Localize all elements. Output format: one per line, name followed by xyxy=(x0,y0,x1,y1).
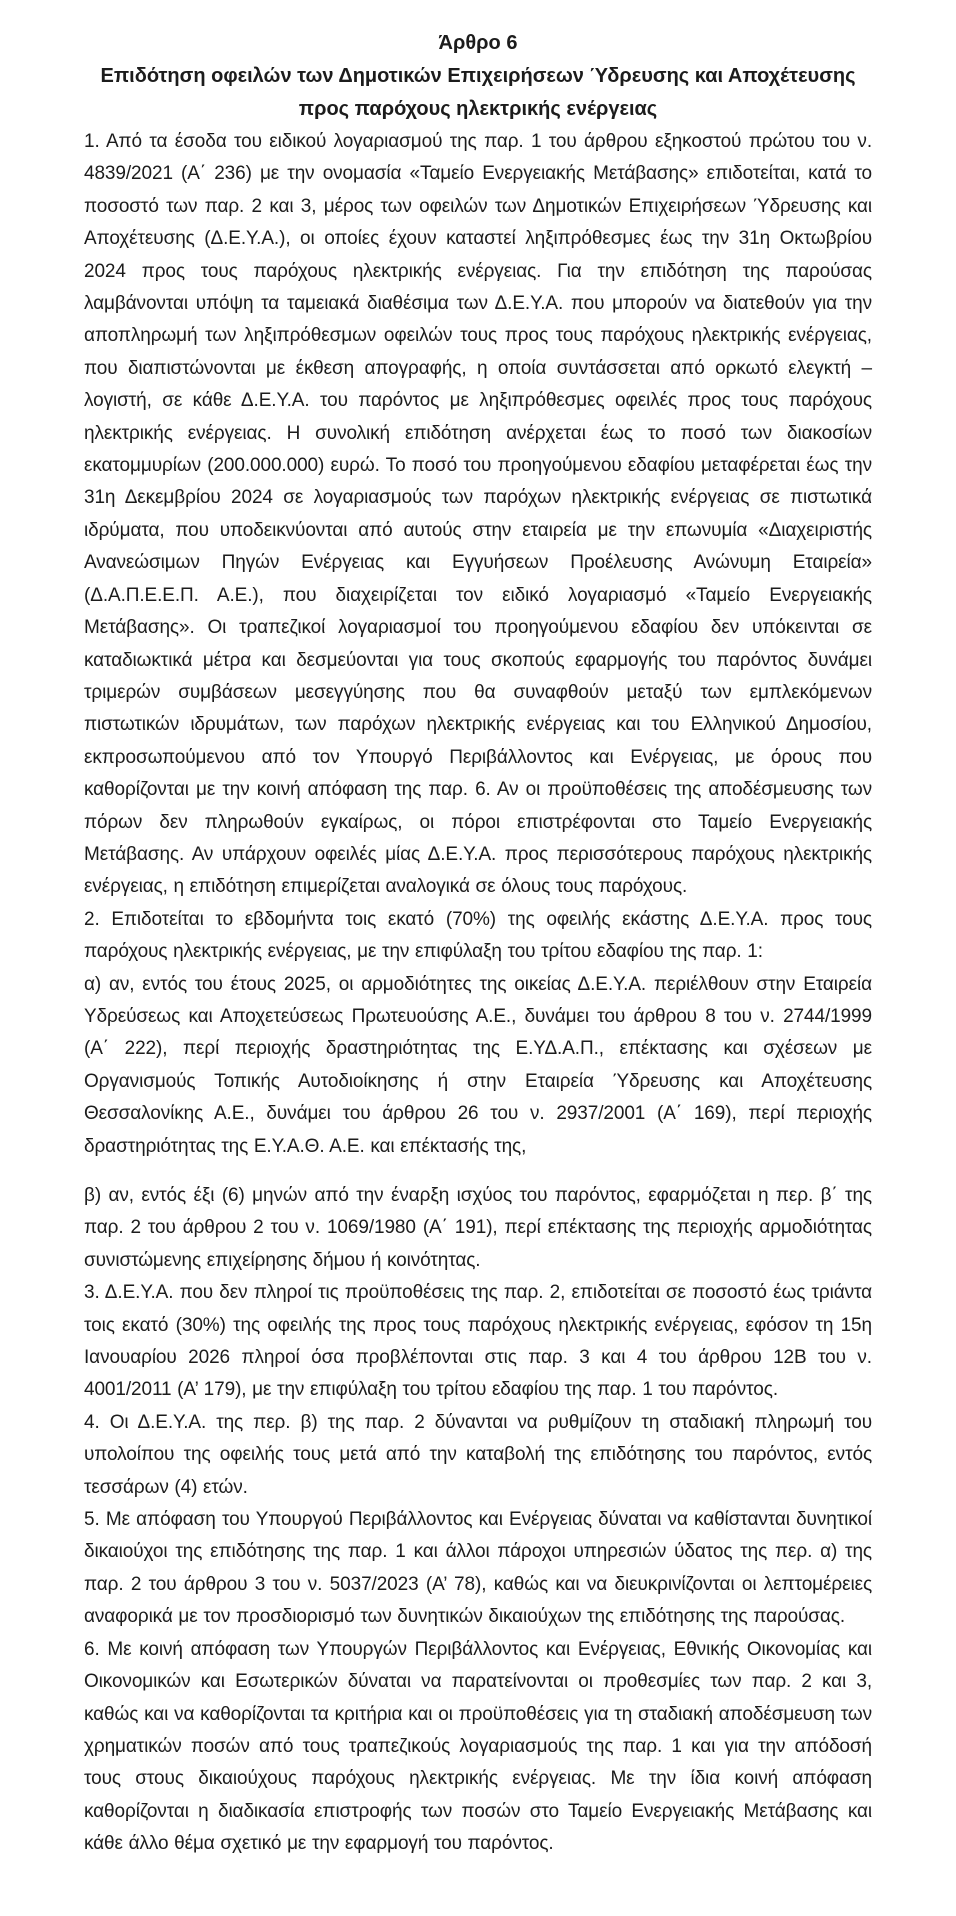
article-number-heading: Άρθρο 6 xyxy=(438,32,518,54)
paragraph-2-case-b: β) αν, εντός έξι (6) μηνών από την έναρξη ισχύος του παρόντος, εφαρμόζεται η περ. β΄ της παρ. 2 του άρθρου 2 του ν. 1069/1980 (Α΄ 191), περί επέκτασης της περιοχής αρμοδιότητας συνιστώμενης επιχείρησης δήμου ή κοινότητας. xyxy=(84,1185,872,1271)
paragraph-2: 2. Επιδοτείται το εβδομήντα τοις εκατό (70%) της οφειλής εκάστης Δ.Ε.Υ.Α. προς τους παρόχους ηλεκτρικής ενέργειας, με την επιφύλαξη του τρίτου εδαφίου της παρ. 1: xyxy=(84,908,872,963)
paragraph-1: 1. Από τα έσοδα του ειδικού λογαριασμού της παρ. 1 του άρθρου εξηκοστού πρώτου του ν. 4839/2021 (Α΄ 236) με την ονομασία «Ταμείο Ενεργειακής Μετάβασης» επιδοτείται, κατά το ποσοστό των παρ. 2 και 3, μέρος των οφειλών των Δημοτικών Επιχειρήσεων Ύδρευσης και Αποχέτευσης (Δ.Ε.Υ.Α.), οι οποίες έχουν καταστεί ληξιπρόθεσμες έως την 31η Οκτωβρίου 2024 προς τους παρόχους ηλεκτρικής ενέργειας. Για την επιδότηση της παρούσας λαμβάνονται υπόψη τα ταμειακά διαθέσιμα των Δ.Ε.Υ.Α. που μπορούν να διατεθούν για την αποπληρωμή των ληξιπρόθεσμων οφειλών τους προς τους παρόχους ηλεκτρικής ενέργειας, που διαπιστώνονται με έκθεση απογραφής, η οποία συντάσσεται από ορκωτό ελεγκτή – λογιστή, σε κάθε Δ.Ε.Υ.Α. του παρόντος με ληξιπρόθεσμες οφειλές προς τους παρόχους ηλεκτρικής ενέργειας. Η συνολική επιδότηση ανέρχεται έως το ποσό των διακοσίων εκατομμυρίων (200.000.000) ευρώ. Το ποσό του προηγούμενου εδαφίου μεταφέρεται έως την 31η Δεκεμβρίου 2024 σε λογαριασμούς των παρόχων ηλεκτρικής ενέργειας σε πιστωτικά ιδρύματα, που υποδεικνύονται από αυτούς στην εταιρεία με την επωνυμία «Διαχειριστής Ανανεώσιμων Πηγών Ενέργειας και Εγγυήσεων Προέλευσης Ανώνυμη Εταιρεία» (Δ.Α.Π.Ε.Ε.Π. Α.Ε.), που διαχειρίζεται τον ειδικό λογαριασμό «Ταμείο Ενεργειακής Μετάβασης». Οι τραπεζικοί λογαριασμοί του προηγούμενου εδαφίου δεν υπόκεινται σε καταδιωκτικά μέτρα και δεσμεύονται για τους σκοπούς εφαρμογής του παρόντος δυνάμει τριμερών συμβάσεων μεσεγγύησης που θα συναφθούν μεταξύ των εμπλεκόμενων πιστωτικών ιδρυμάτων, των παρόχων ηλεκτρικής ενέργειας και του Ελληνικού Δημοσίου, εκπροσωπούμενου από τον Υπουργό Περιβάλλοντος και Ενέργειας, με όρους που καθορίζονται με την κοινή απόφαση της παρ. 6. Αν οι προϋποθέσεις της αποδέσμευσης των πόρων δεν πληρωθούν εγκαίρως, οι πόροι επιστρέφονται στο Ταμείο Ενεργειακής Μετάβασης. Αν υπάρχουν οφειλές μίας Δ.Ε.Υ.Α. προς περισσότερους παρόχους ηλεκτρικής ενέργειας, η επιδότηση επιμερίζεται αναλογικά σε όλους τους παρόχους. xyxy=(84,131,872,898)
paragraph-2-case-a: α) αν, εντός του έτους 2025, οι αρμοδιότητες της οικείας Δ.Ε.Υ.Α. περιέλθουν στην Εταιρεία Υδρεύσεως και Αποχετεύσεως Πρωτευούσης Α.Ε., δυνάμει του άρθρου 8 του ν. 2744/1999 (Α΄ 222), περί περιοχής δραστηριότητας της Ε.ΥΔ.Α.Π., επέκτασης και σχέσεων με Οργανισμούς Τοπικής Αυτοδιοίκησης ή στην Εταιρεία Ύδρευσης και Αποχέτευσης Θεσσαλονίκης Α.Ε., δυνάμει του άρθρου 26 του ν. 2937/2001 (Α΄ 169), περί περιοχής δραστηριότητας της Ε.Υ.Α.Θ. Α.Ε. και επέκτασής της, xyxy=(84,973,872,1157)
paragraph-4: 4. Οι Δ.Ε.Υ.Α. της περ. β) της παρ. 2 δύνανται να ρυθμίζουν τη σταδιακή πληρωμή του υπολοίπου της οφειλής τους μετά από την καταβολή της επιδότησης του παρόντος, εντός τεσσάρων (4) ετών. xyxy=(84,1411,872,1498)
paragraph-3: 3. Δ.Ε.Υ.Α. που δεν πληροί τις προϋποθέσεις της παρ. 2, επιδοτείται σε ποσοστό έως τριάντα τοις εκατό (30%) της οφειλής της προς τους παρόχους ηλεκτρικής ενέργειας, εφόσον τη 15η Ιανουαρίου 2026 πληροί όσα προβλέπονται στις παρ. 3 και 4 του άρθρου 12Β του ν. 4001/2011 (Α’ 179), με την επιφύλαξη του τρίτου εδαφίου της παρ. 1 του παρόντος. xyxy=(84,1282,872,1401)
paragraph-5: 5. Με απόφαση του Υπουργού Περιβάλλοντος και Ενέργειας δύναται να καθίστανται δυνητικοί δικαιούχοι της επιδότησης της παρ. 1 και άλλοι πάροχοι υπηρεσιών ύδατος της περ. α) της παρ. 2 του άρθρου 3 του ν. 5037/2023 (Α’ 78), καθώς και να διευκρινίζονται οι λεπτομέρειες αναφορικά με τον προσδιορισμό των δυνητικών δικαιούχων της επιδότησης της παρούσας. xyxy=(84,1509,872,1628)
article-title-heading: Επιδότηση οφειλών των Δημοτικών Επιχειρήσεων Ύδρευσης και Αποχέτευσης προς παρόχους ηλεκτρικής ενέργειας xyxy=(100,65,856,120)
paragraph-6: 6. Με κοινή απόφαση των Υπουργών Περιβάλλοντος και Ενέργειας, Εθνικής Οικονομίας και Οικονομικών και Εσωτερικών δύναται να παρατείνονται οι προθεσμίες των παρ. 2 και 3, καθώς και να καθορίζονται τα κριτήρια και οι προϋποθέσεις για τη σταδιακή αποδέσμευση των χρηματικών ποσών από τους τραπεζικούς λογαριασμούς της παρ. 1 και για την απόδοσή τους στους δικαιούχους παρόχους ηλεκτρικής ενέργειας. Με την ίδια κοινή απόφαση καθορίζονται η διαδικασία επιστροφής των ποσών στο Ταμείο Ενεργειακής Μετάβασης και κάθε άλλο θέμα σχετικό με την εφαρμογή του παρόντος. xyxy=(84,1638,872,1855)
